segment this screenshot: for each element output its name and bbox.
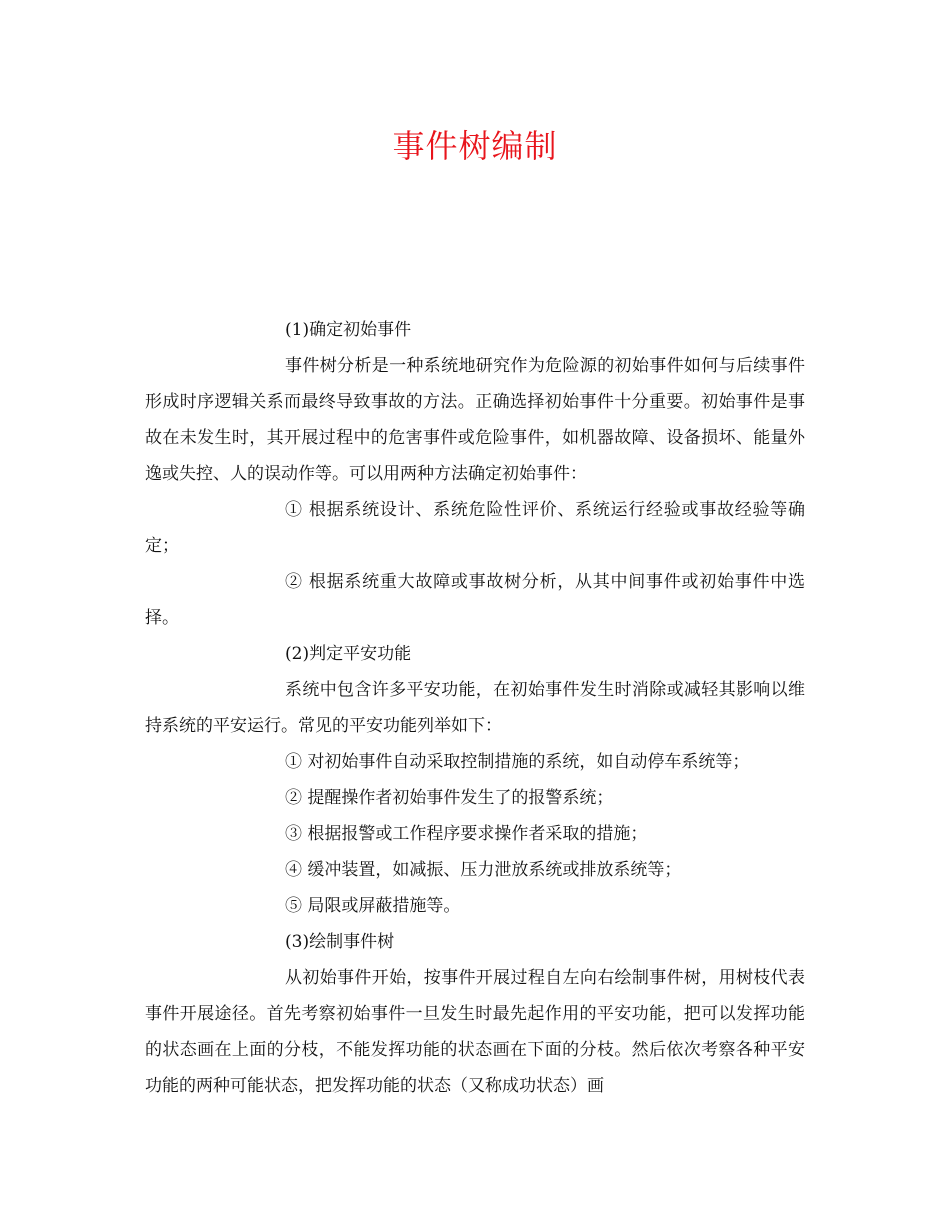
section-3-paragraph: 从初始事件开始，按事件开展过程自左向右绘制事件树，用树枝代表事件开展途径。首先考察初始事件一旦发生时最先起作用的平安功能，把可以发挥功能的状态画在上面的分枝，不能发挥功能的状态画在下面的分枝。然后依次考察各种平安功能的两种可能状态，把发挥功能的状态（又称成功状态）画: [145, 968, 805, 1096]
section-1-list-item-2: ② 根据系统重大故障或事故树分析，从其中间事件或初始事件中选择。: [145, 572, 805, 628]
section-2-list-item-5: ⑤ 局限或屏蔽措施等。: [285, 896, 461, 916]
section-2-list-item-2: ② 提醒操作者初始事件发生了的报警系统；: [285, 788, 614, 808]
section-2-list-item-3: ③ 根据报警或工作程序要求操作者采取的措施；: [285, 824, 648, 844]
section-1-paragraph: 事件树分析是一种系统地研究作为危险源的初始事件如何与后续事件形成时序逻辑关系而最终导致事故的方法。正确选择初始事件十分重要。初始事件是事故在未发生时，其开展过程中的危害事件或危险事件，如机器故障、设备损坏、能量外逸或失控、人的误动作等。可以用两种方法确定初始事件：: [145, 356, 805, 484]
document-title: 事件树编制: [392, 127, 558, 165]
section-1-list-item-1: ① 根据系统设计、系统危险性评价、系统运行经验或事故经验等确定；: [145, 500, 805, 556]
section-2-heading: (2)判定平安功能: [285, 644, 412, 664]
section-2-paragraph: 系统中包含许多平安功能，在初始事件发生时消除或减轻其影响以维持系统的平安运行。常见的平安功能列举如下：: [145, 680, 805, 736]
section-2-list-item-4: ④ 缓冲装置，如减振、压力泄放系统或排放系统等；: [285, 860, 682, 880]
section-1-heading: (1)确定初始事件: [285, 320, 412, 340]
section-3-heading: (3)绘制事件树: [285, 932, 395, 952]
section-2-list-item-1: ① 对初始事件自动采取控制措施的系统，如自动停车系统等；: [285, 752, 750, 772]
document-body: [145, 312, 805, 1104]
